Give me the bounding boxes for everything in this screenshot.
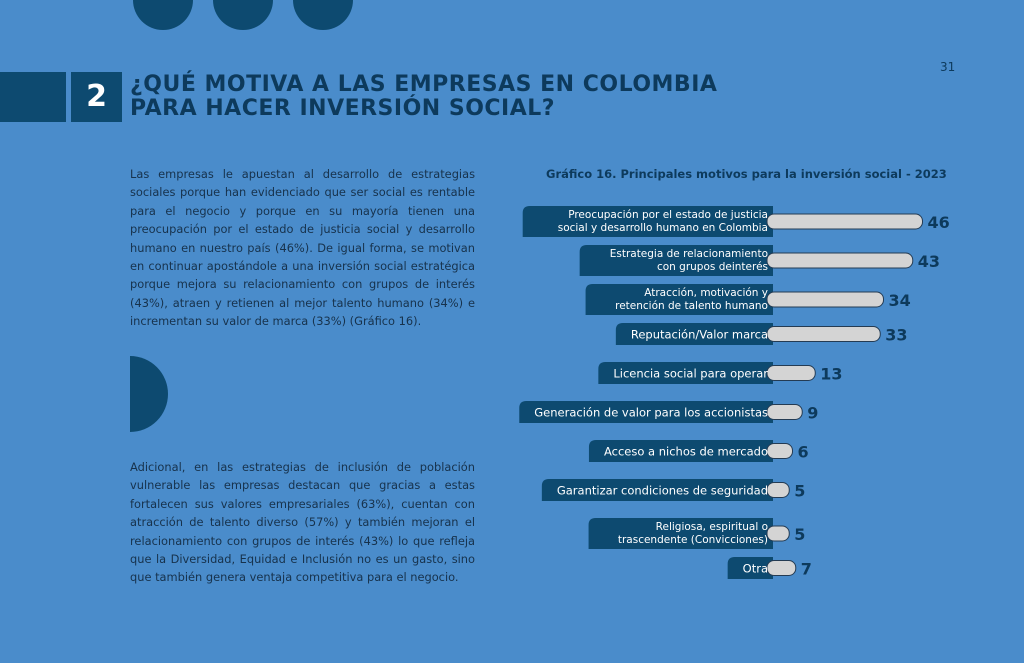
body-paragraph: Adicional, en las estrategias de inclusión de población vulnerable las empresas destacan que gracias a estas fortalecen sus valores empresariales (63%), cuentan con atracción de talento diverso (57%) y también mejoran el relacionamiento con grupos de interés (43%) lo que refleja que la Diversidad, Equidad e Inclusión no es un gasto, sino que también genera ventaja competitiva para el negocio. [130,460,475,585]
bar [767,526,789,541]
section-title-line: PARA HACER INVERSIÓN SOCIAL? [130,96,556,121]
data-label: 5 [794,525,806,544]
bar [767,292,884,307]
data-label: 5 [794,481,806,501]
data-label: 13 [820,364,843,384]
page-number: 31 [940,60,956,74]
category-label: Garantizar condiciones de seguridad [556,483,768,498]
data-label: 34 [888,291,911,310]
section-title-line: ¿QUÉ MOTIVA A LAS EMPRESAS EN COLOMBIA [130,72,718,97]
data-label: 43 [917,252,941,271]
data-label: 6 [797,442,809,462]
bar [767,327,880,342]
bar [767,253,913,268]
body-paragraph: Las empresas le apuestan al desarrollo de estrategias sociales porque han evidenciado que ser social es rentable para el negocio y porque en su mayoría tienen una preocupación por el estado de justicia social y desarrollo humano en nuestro país (46%). De igual forma, se motivan en continuar apostándole a una inversión social estratégica porque mejora su relacionamiento con grupos de interés (43%), atraen y retienen al mejor talento humano (34%) e incrementan su valor de marca (33%) (Gráfico 16). [130,167,475,329]
category-label: social y desarrollo humano en Colombia [557,222,768,234]
category-label: Licencia social para operar [613,366,768,381]
bar [767,561,796,576]
bar [767,405,802,420]
category-label: Atracción, motivación y [644,287,768,299]
category-label: Estrategia de relacionamiento [609,248,768,260]
data-label: 46 [927,213,950,232]
category-label: con grupos deinterés [656,261,768,273]
category-label: Acceso a nichos de mercado [603,444,768,459]
category-label: retención de talento humano [615,300,768,312]
data-label: 7 [800,559,812,579]
category-label: Reputación/Valor marca [630,327,768,342]
data-label: 33 [885,325,908,345]
category-label: Otra [742,561,768,576]
category-label: Generación de valor para los accionistas [534,405,768,420]
section-number: 2 [71,72,122,122]
category-label: Religiosa, espiritual o [655,521,768,533]
category-label: Preocupación por el estado de justicia [568,209,768,221]
chart-title: Gráfico 16. Principales motivos para la inversión social - 2023 [546,167,947,181]
bar [767,483,789,498]
data-label: 9 [807,403,819,423]
bar [767,366,815,381]
bar [767,214,923,229]
category-label: trascendente (Convicciones) [617,534,768,546]
bar [767,444,793,459]
